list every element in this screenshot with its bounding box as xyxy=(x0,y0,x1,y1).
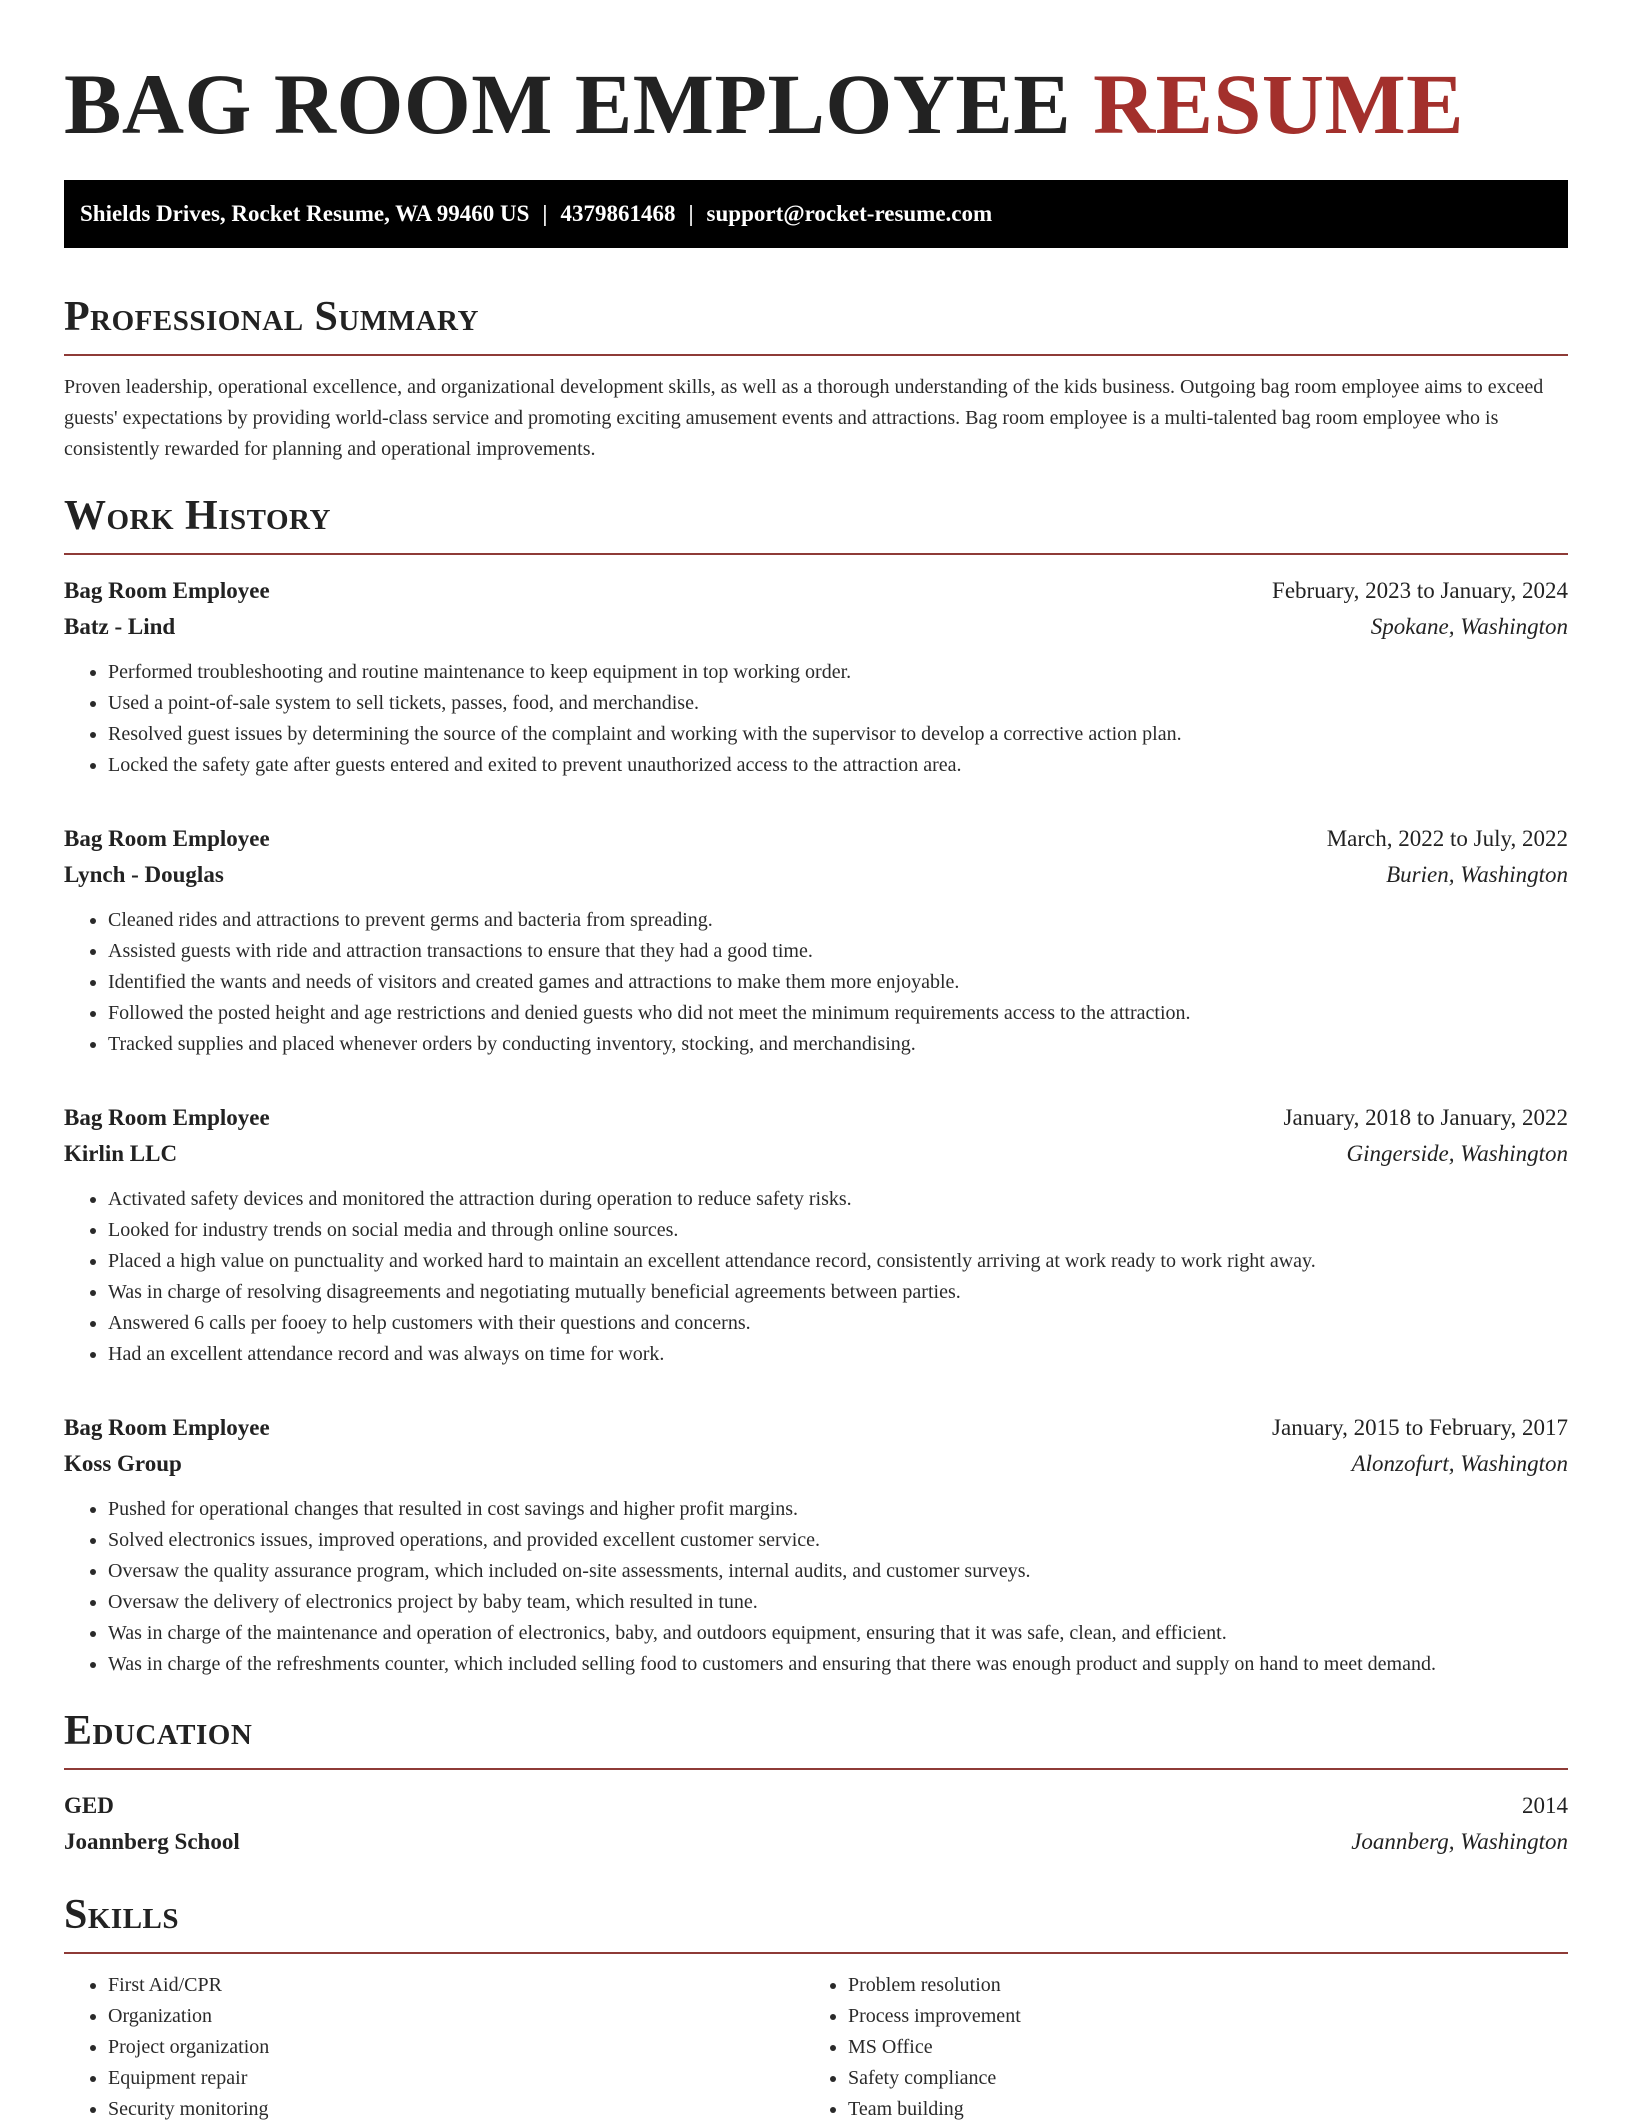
skill-item: • Project organization xyxy=(108,2032,804,2063)
section-divider xyxy=(64,1952,1568,1954)
job-bullets xyxy=(64,1184,1568,1370)
contact-email: support@rocket-resume.com xyxy=(706,201,993,226)
job-company: Kirlin LLC xyxy=(64,1141,178,1166)
job-dates: March, 2022 to July, 2022 xyxy=(1326,826,1568,851)
job-bullets xyxy=(64,657,1568,781)
education-entry xyxy=(64,1788,1568,1860)
skill-item: • Security monitoring xyxy=(108,2094,804,2125)
job-dates: January, 2015 to February, 2017 xyxy=(1272,1415,1568,1440)
skills-column-right xyxy=(804,1970,1544,2125)
resume-title xyxy=(64,0,1568,158)
title-main: BAG ROOM EMPLOYEE xyxy=(64,56,1072,152)
skills-list xyxy=(64,1970,1568,2125)
job-bullet: • Performed troubleshooting and routine maintenance to keep equipment in top working order. xyxy=(108,657,1568,688)
job-bullets xyxy=(64,905,1568,1060)
job-location: Burien, Washington xyxy=(1386,862,1568,887)
section-title-education: Education xyxy=(64,1708,253,1754)
job-bullet: • Pushed for operational changes that resulted in cost savings and higher profit margins. xyxy=(108,1494,1568,1525)
job-dates: February, 2023 to January, 2024 xyxy=(1272,578,1568,603)
job-bullet: • Oversaw the quality assurance program, which included on-site assessments, internal audits, and customer surveys. xyxy=(108,1556,1568,1587)
job-location: Spokane, Washington xyxy=(1370,614,1568,639)
job-title: Bag Room Employee xyxy=(64,826,270,851)
job-entry xyxy=(64,573,1568,781)
section-divider xyxy=(64,354,1568,356)
job-bullet: • Tracked supplies and placed whenever orders by conducting inventory, stocking, and merchandising. xyxy=(108,1029,1568,1060)
job-bullet: • Was in charge of the refreshments counter, which included selling food to customers and ensuring that there was enough product and supply on hand to meet demand. xyxy=(108,1649,1568,1680)
title-accent: RESUME xyxy=(1093,56,1465,152)
contact-separator: | xyxy=(688,201,694,226)
job-location: Gingerside, Washington xyxy=(1346,1141,1568,1166)
job-company: Batz - Lind xyxy=(64,614,176,639)
section-title-skills: Skills xyxy=(64,1892,180,1938)
education-degree: GED xyxy=(64,1793,114,1818)
education-location: Joannberg, Washington xyxy=(1351,1829,1568,1854)
job-title: Bag Room Employee xyxy=(64,1105,270,1130)
job-bullet: • Oversaw the delivery of electronics project by baby team, which resulted in tune. xyxy=(108,1587,1568,1618)
job-bullet: • Answered 6 calls per fooey to help customers with their questions and concerns. xyxy=(108,1308,1568,1339)
contact-bar xyxy=(64,180,1568,248)
job-entry xyxy=(64,1100,1568,1370)
job-bullet: • Activated safety devices and monitored the attraction during operation to reduce safety risks. xyxy=(108,1184,1568,1215)
contact-phone: 4379861468 xyxy=(560,201,676,226)
contact-address: Shields Drives, Rocket Resume, WA 99460 US xyxy=(80,201,530,226)
skills-column-left xyxy=(64,1970,804,2125)
job-bullet: • Resolved guest issues by determining the source of the complaint and working with the supervisor to develop a corrective action plan. xyxy=(108,719,1568,750)
job-entry xyxy=(64,1410,1568,1680)
education-year: 2014 xyxy=(1522,1793,1568,1818)
job-company: Lynch - Douglas xyxy=(64,862,224,887)
job-bullet: • Was in charge of resolving disagreements and negotiating mutually beneficial agreements between parties. xyxy=(108,1277,1568,1308)
skill-item: • Equipment repair xyxy=(108,2063,804,2094)
job-bullet: • Locked the safety gate after guests entered and exited to prevent unauthorized access to the attraction area. xyxy=(108,750,1568,781)
job-bullet: • Looked for industry trends on social media and through online sources. xyxy=(108,1215,1568,1246)
job-company: Koss Group xyxy=(64,1451,182,1476)
summary-text: Proven leadership, operational excellence, and organizational development skills, as well as a thorough understanding of the kids business. Outgoing bag room employee aims to exceed guests' expectations by providing world-class service and promoting exciting amusement events and attractions. Bag room employee is a multi-talented bag room employee who is consistently rewarded for planning and operational improvements. xyxy=(64,376,1544,460)
resume-page xyxy=(64,0,1568,2125)
job-entry xyxy=(64,821,1568,1060)
section-title-summary: Professional Summary xyxy=(64,294,479,340)
skill-item: • MS Office xyxy=(848,2032,1544,2063)
education-school: Joannberg School xyxy=(64,1829,240,1854)
job-bullet: • Cleaned rides and attractions to prevent germs and bacteria from spreading. xyxy=(108,905,1568,936)
job-bullets xyxy=(64,1494,1568,1680)
skill-item: • Safety compliance xyxy=(848,2063,1544,2094)
job-bullet: • Was in charge of the maintenance and operation of electronics, baby, and outdoors equipment, ensuring that it was safe, clean, and efficient. xyxy=(108,1618,1568,1649)
job-bullet: • Assisted guests with ride and attraction transactions to ensure that they had a good time. xyxy=(108,936,1568,967)
job-location: Alonzofurt, Washington xyxy=(1351,1451,1568,1476)
job-bullet: • Used a point-of-sale system to sell tickets, passes, food, and merchandise. xyxy=(108,688,1568,719)
skill-item: • Process improvement xyxy=(848,2001,1544,2032)
contact-separator: | xyxy=(542,201,548,226)
skill-item: • First Aid/CPR xyxy=(108,1970,804,2001)
skill-item: • Team building xyxy=(848,2094,1544,2125)
section-divider xyxy=(64,553,1568,555)
job-bullet: • Followed the posted height and age restrictions and denied guests who did not meet the minimum requirements access to the attraction. xyxy=(108,998,1568,1029)
job-bullet: • Had an excellent attendance record and was always on time for work. xyxy=(108,1339,1568,1370)
job-dates: January, 2018 to January, 2022 xyxy=(1283,1105,1568,1130)
job-title: Bag Room Employee xyxy=(64,578,270,603)
job-bullet: • Placed a high value on punctuality and worked hard to maintain an excellent attendance record, consistently arriving at work ready to work right away. xyxy=(108,1246,1568,1277)
section-title-work-history: Work History xyxy=(64,493,331,539)
job-bullet: • Solved electronics issues, improved operations, and provided excellent customer service. xyxy=(108,1525,1568,1556)
skill-item: • Problem resolution xyxy=(848,1970,1544,2001)
skill-item: • Organization xyxy=(108,2001,804,2032)
job-bullet: • Identified the wants and needs of visitors and created games and attractions to make them more enjoyable. xyxy=(108,967,1568,998)
job-title: Bag Room Employee xyxy=(64,1415,270,1440)
section-divider xyxy=(64,1768,1568,1770)
